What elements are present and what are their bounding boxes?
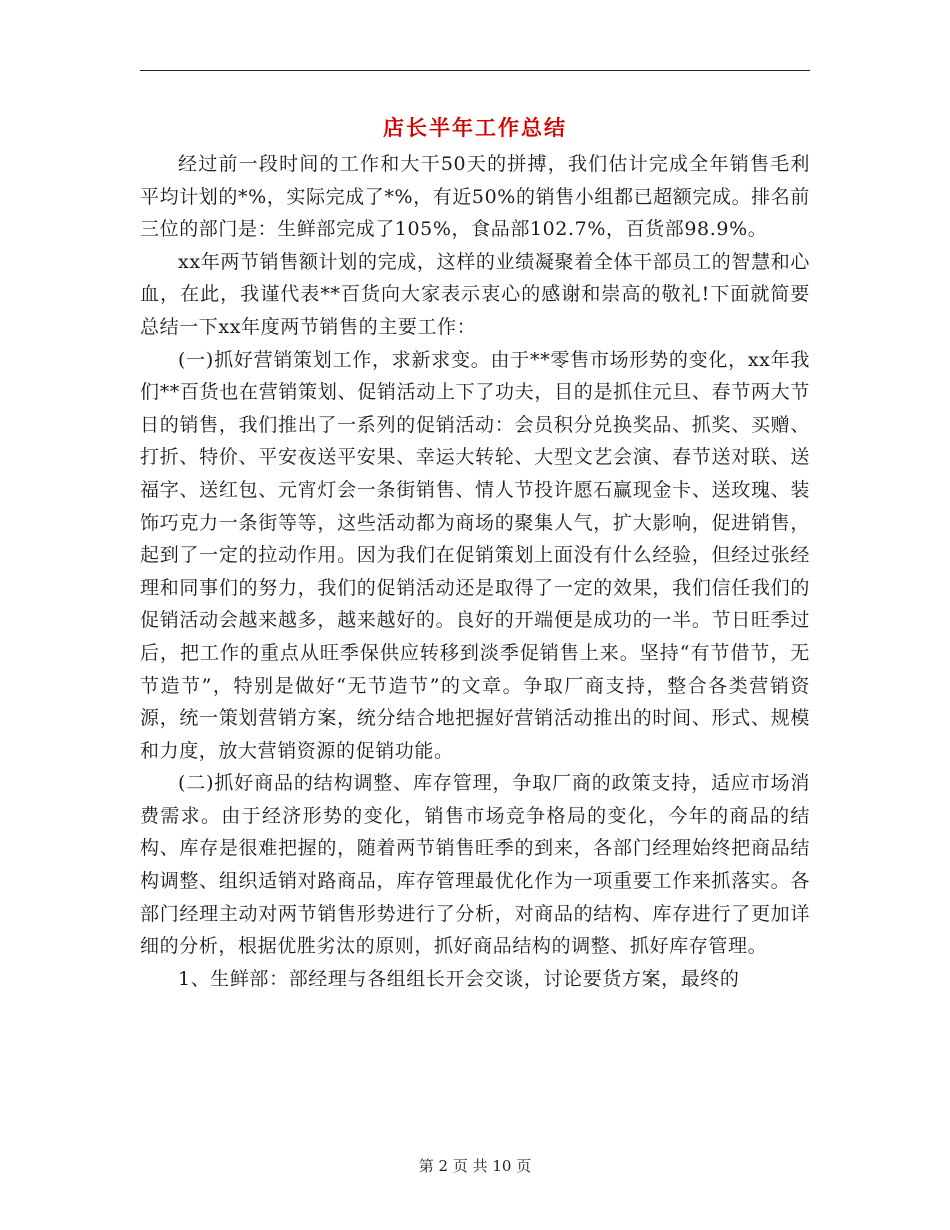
document-title: 店长半年工作总结 xyxy=(383,115,567,140)
paragraph: (二)抓好商品的结构调整、库存管理，争取厂商的政策支持，适应市场消费需求。由于经济形势的变化，销售市场竞争格局的变化，今年的商品的结构、库存是很难把握的，随着两节销售旺季的到来，各部门经理始终把商品结构调整、组织适销对路商品，库存管理最优化作为一项重要工作来抓落实。各部门经理主动对两节销售形势进行了分析，对商品的结构、库存进行了更加详细的分析，根据优胜劣汰的原则，抓好商品结构的调整、抓好库存管理。 xyxy=(140,772,810,958)
paragraph: xx年两节销售额计划的完成，这样的业绩凝聚着全体干部员工的智慧和心血，在此，我谨代表**百货向大家表示衷心的感谢和崇高的敬礼!下面就简要总结一下xx年度两节销售的主要工作： xyxy=(140,250,810,338)
paragraph: 1、生鲜部：部经理与各组组长开会交谈，讨论要货方案，最终的 xyxy=(178,967,740,990)
page-number-footer: 第 2 页 共 10 页 xyxy=(418,1157,532,1175)
header-rule xyxy=(140,70,810,71)
paragraph: 经过前一段时间的工作和大干50天的拼搏，我们估计完成全年销售毛利平均计划的*%，实际完成了*%，有近50%的销售小组都已超额完成。排名前三位的部门是：生鲜部完成了105%，食品部102.7%，百货部98.9%。 xyxy=(140,153,810,241)
paragraph: (一)抓好营销策划工作，求新求变。由于**零售市场形势的变化，xx年我们**百货也在营销策划、促销活动上下了功夫，目的是抓住元旦、春节两大节日的销售，我们推出了一系列的促销活动：会员积分兑换奖品、抓奖、买赠、打折、特价、平安夜送平安果、幸运大转轮、大型文艺会演、春节送对联、送福字、送红包、元宵灯会一条街销售、情人节投许愿石赢现金卡、送玫瑰、装饰巧克力一条街等等，这些活动都为商场的聚集人气，扩大影响，促进销售，起到了一定的拉动作用。因为我们在促销策划上面没有什么经验，但经过张经理和同事们的努力，我们的促销活动还是取得了一定的效果，我们信任我们的促销活动会越来越多，越来越好的。良好的开端便是成功的一半。节日旺季过后，把工作的重点从旺季保供应转移到淡季促销售上来。坚持“有节借节，无节造节”，特别是做好“无节造节”的文章。争取厂商支持，整合各类营销资源，统一策划营销方案，统分结合地把握好营销活动推出的时间、形式、规模和力度，放大营销资源的促销功能。 xyxy=(140,348,810,762)
document-body xyxy=(140,148,810,995)
